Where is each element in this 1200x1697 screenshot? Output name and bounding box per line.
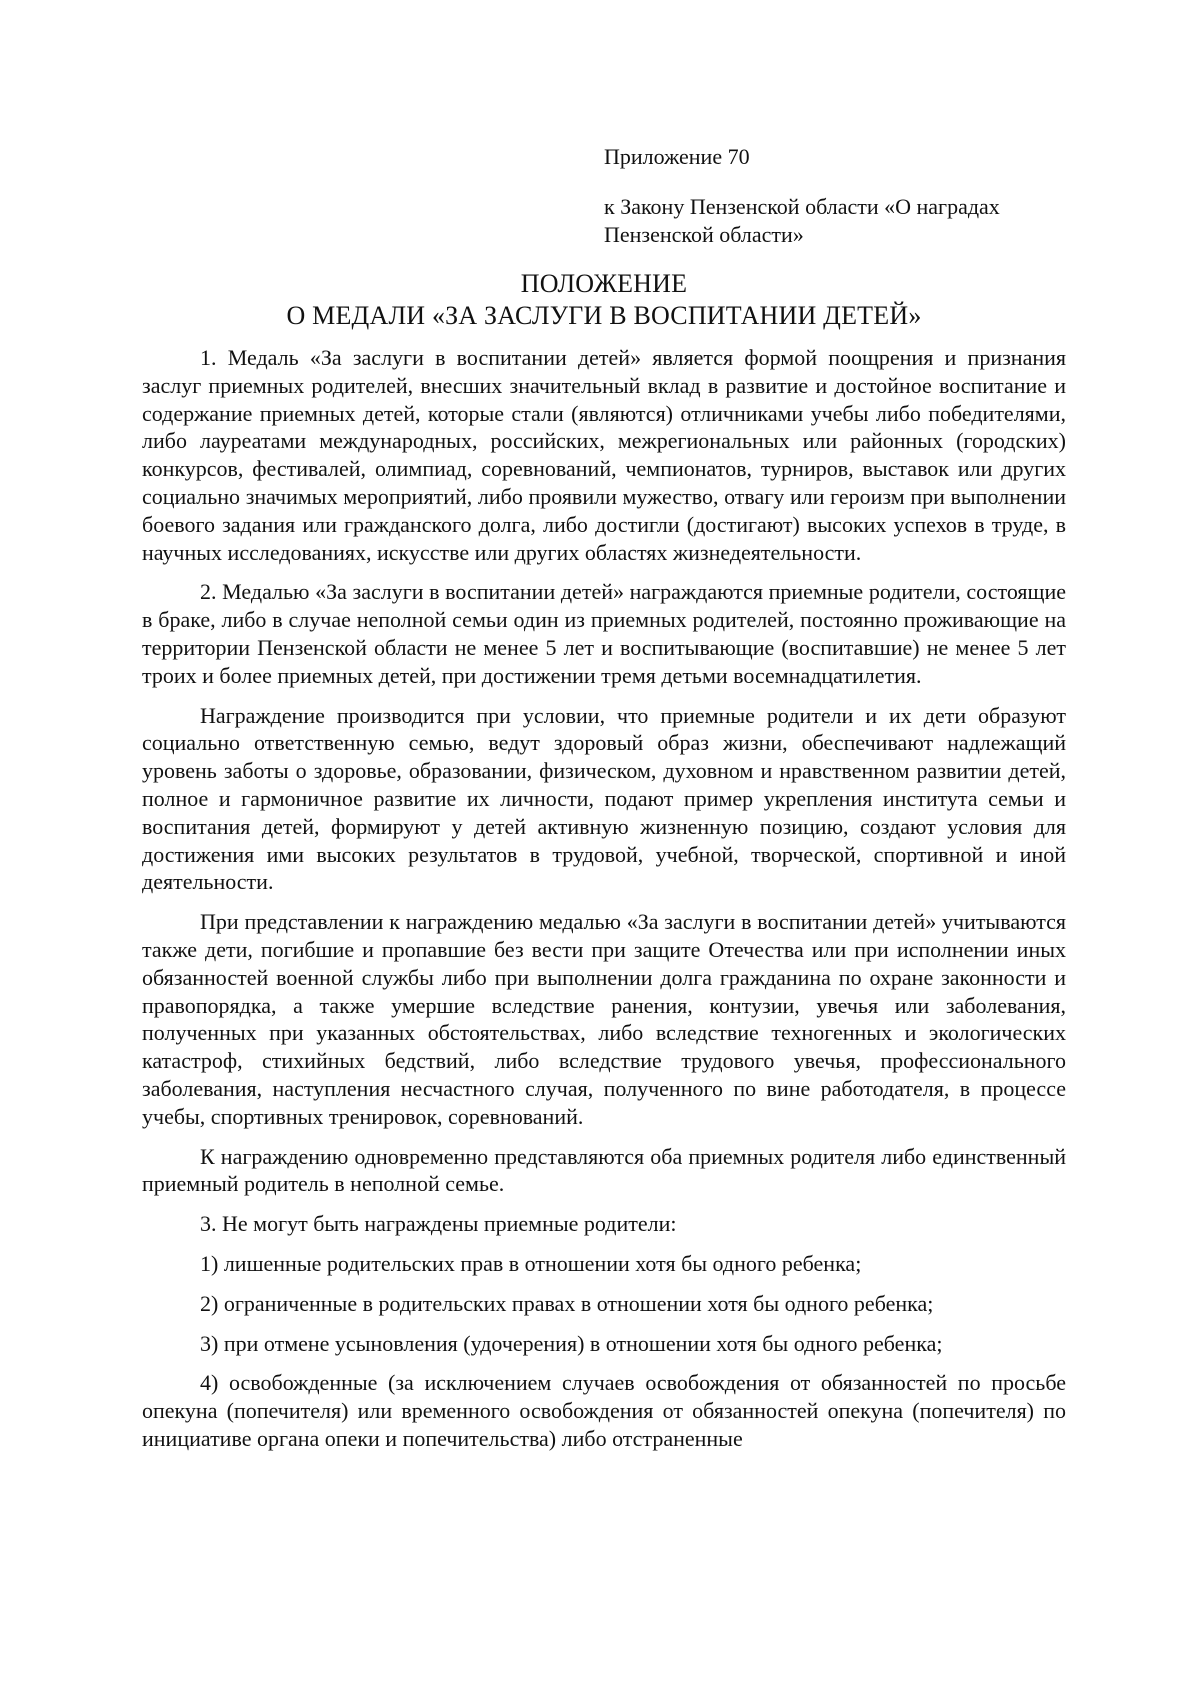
- list-item-2: 2) ограниченные в родительских правах в отношении хотя бы одного ребенка;: [200, 1290, 934, 1316]
- title-line-1: ПОЛОЖЕНИЕ: [520, 269, 688, 298]
- list-item-3: 3) при отмене усыновления (удочерения) в отношении хотя бы одного ребенка;: [200, 1330, 943, 1356]
- document-body: [142, 344, 1066, 1465]
- paragraph-2: 2. Медалью «За заслуги в воспитании детей» награждаются приемные родители, состоящие в браке, либо в случае неполной семьи один из приемных родителей, постоянно проживающие на территории Пензенской области не менее 5 лет и воспитывающие (воспитавшие) не менее 5 лет троих и более приемных детей, при достижении тремя детьми восемнадцатилетия.: [142, 579, 1066, 688]
- appendix-number: Приложение 70: [604, 144, 750, 169]
- paragraph-4: При представлении к награждению медалью «За заслуги в воспитании детей» учитываются также дети, погибшие и пропавшие без вести при защите Отечества или при исполнении иных обязанностей военной службы либо при выполнении долга гражданина по охране законности и правопорядка, а также умершие вследствие ранения, контузии, увечья или заболевания, полученных при указанных обстоятельствах, либо вследствие техногенных и экологических катастроф, стихийных бедствий, либо вследствие трудового увечья, профессионального заболевания, наступления несчастного случая, полученного по вине работодателя, в процессе учебы, спортивных тренировок, соревнований.: [142, 909, 1066, 1129]
- document-title: [142, 268, 1066, 332]
- paragraph-1: 1. Медаль «За заслуги в воспитании детей» является формой поощрения и признания заслуг приемных родителей, внесших значительный вклад в развитие и достойное воспитание и содержание приемных детей, которые стали (являются) отличниками учебы либо победителями, либо лауреатами международных, российских, межрегиональных или районных (городских) конкурсов, фестивалей, олимпиад, соревнований, чемпионатов, турниров, выставок или других социально значимых мероприятий, либо проявили мужество, отвагу или героизм при выполнении боевого задания или гражданского долга, либо достигли (достигают) высоких успехов в труде, в научных исследованиях, искусстве или других областях жизнедеятельности.: [142, 345, 1066, 565]
- paragraph-5: К награждению одновременно представляются оба приемных родителя либо единственный приемный родитель в неполной семье.: [142, 1143, 1066, 1197]
- list-item-1: 1) лишенные родительских прав в отношении хотя бы одного ребенка;: [200, 1250, 862, 1276]
- title-line-2: О МЕДАЛИ «ЗА ЗАСЛУГИ В ВОСПИТАНИИ ДЕТЕЙ»: [286, 301, 922, 330]
- paragraph-6: 3. Не могут быть награждены приемные родители:: [200, 1211, 677, 1237]
- appendix-reference: к Закону Пензенской области «О наградах Пензенской области»: [604, 194, 1000, 247]
- list-item-4: 4) освобожденные (за исключением случаев освобождения от обязанностей по просьбе опекуна (попечителя) или временного освобождения от обязанностей опекуна (попечителя) по инициативе органа опеки и попечительства) либо отстраненные: [142, 1370, 1066, 1451]
- paragraph-3: Награждение производится при условии, что приемные родители и их дети образуют социально ответственную семью, ведут здоровый образ жизни, обеспечивают надлежащий уровень заботы о здоровье, образовании, физическом, духовном и нравственном развитии детей, полное и гармоничное развитие их личности, подают пример укрепления института семьи и воспитания детей, формируют у детей активную жизненную позицию, создают условия для достижения ими высоких результатов в трудовой, учебной, творческой, спортивной и иной деятельности.: [142, 702, 1066, 895]
